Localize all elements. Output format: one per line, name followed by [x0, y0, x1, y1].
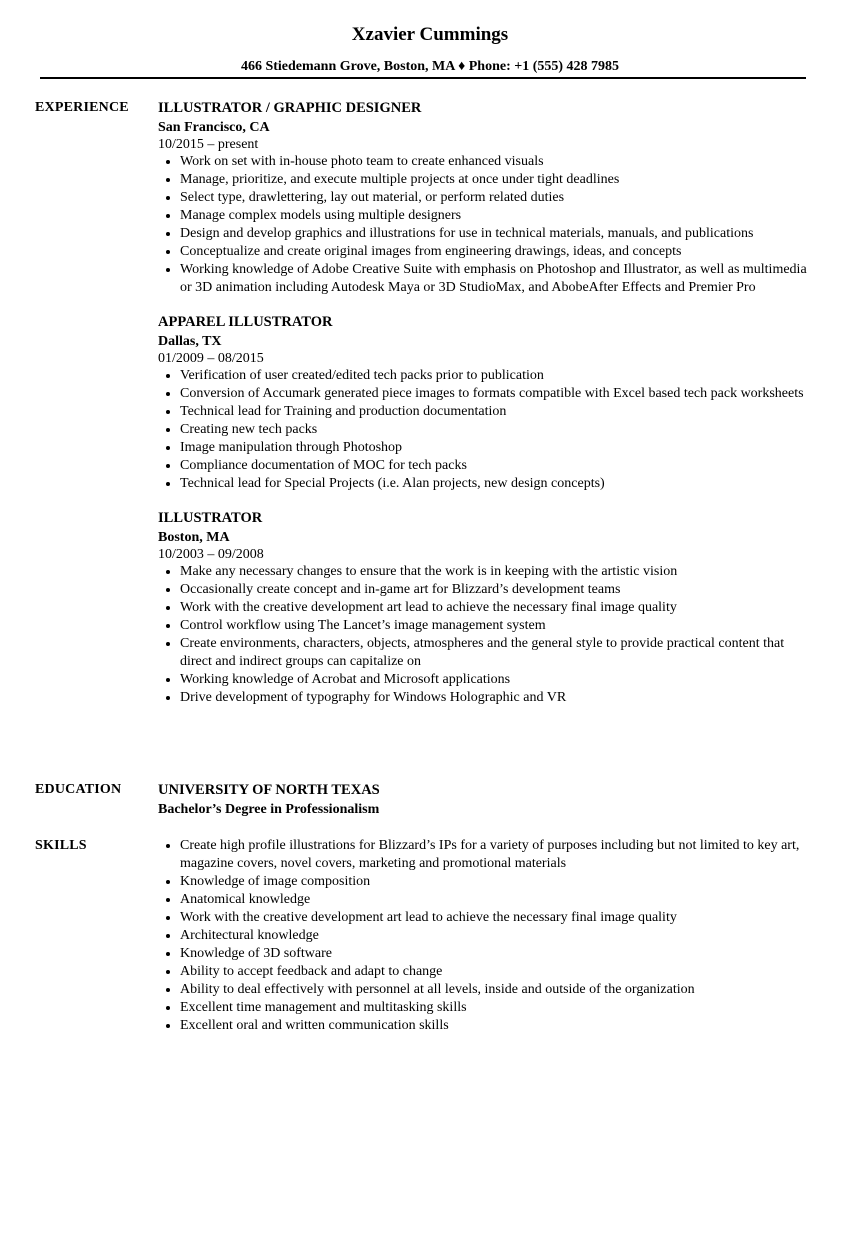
skill-item: • Create high profile illustrations for Blizzard’s IPs for a variety of purposes including but not limited to key art, magazine covers, novel covers, marketing and promotional materials: [180, 837, 808, 873]
education-body: [158, 781, 808, 819]
job-entry: [158, 99, 808, 297]
job-location: San Francisco, CA: [158, 120, 270, 135]
job-bullet: • Manage, prioritize, and execute multiple projects at once under tight deadlines: [180, 171, 808, 189]
job-bullet: • Make any necessary changes to ensure that the work is in keeping with the artistic vision: [180, 563, 808, 581]
skills-heading: SKILLS: [35, 838, 87, 853]
job-bullet-list: [158, 153, 808, 297]
job-bullet: • Manage complex models using multiple designers: [180, 207, 808, 225]
job-bullet-list: [158, 563, 808, 707]
job-title: ILLUSTRATOR: [158, 510, 263, 526]
skill-item: • Work with the creative development art lead to achieve the necessary final image quality: [180, 909, 808, 927]
job-title: ILLUSTRATOR / GRAPHIC DESIGNER: [158, 100, 422, 116]
job-bullet: • Design and develop graphics and illustrations for use in technical materials, manuals, and publications: [180, 225, 808, 243]
job-entry: [158, 509, 808, 707]
job-bullet: • Conversion of Accumark generated piece images to formats compatible with Excel based tech pack worksheets: [180, 385, 808, 403]
job-bullet: • Create environments, characters, objects, atmospheres and the general style to provide practical content that direct and indirect groups can capitalize on: [180, 635, 808, 671]
job-location: Boston, MA: [158, 530, 230, 545]
header-divider: [40, 77, 806, 79]
job-location: Dallas, TX: [158, 334, 222, 349]
job-bullet: • Compliance documentation of MOC for tech packs: [180, 457, 808, 475]
job-entry: [158, 313, 808, 493]
skills-body: [158, 837, 808, 1035]
job-dates: 01/2009 – 08/2015: [158, 351, 264, 366]
education-heading: EDUCATION: [35, 782, 122, 797]
experience-heading: EXPERIENCE: [35, 100, 129, 115]
skill-item: • Architectural knowledge: [180, 927, 808, 945]
skills-list: [158, 837, 808, 1035]
job-bullet: • Technical lead for Training and production documentation: [180, 403, 808, 421]
job-bullet: • Work with the creative development art lead to achieve the necessary final image quality: [180, 599, 808, 617]
school-name: UNIVERSITY OF NORTH TEXAS: [158, 782, 380, 798]
job-bullet: • Image manipulation through Photoshop: [180, 439, 808, 457]
skill-item: • Ability to deal effectively with personnel at all levels, inside and outside of the organization: [180, 981, 808, 999]
job-bullet: • Control workflow using The Lancet’s image management system: [180, 617, 808, 635]
skill-item: • Anatomical knowledge: [180, 891, 808, 909]
job-bullet: • Creating new tech packs: [180, 421, 808, 439]
job-bullet: • Working knowledge of Adobe Creative Suite with emphasis on Photoshop and Illustrator, as well as multimedia or 3D animation including Autodesk Maya or 3D StudioMax, and AbobeAfter Effects and Premier Pro: [180, 261, 808, 297]
job-dates: 10/2015 – present: [158, 137, 259, 152]
experience-body: [158, 99, 808, 723]
job-bullet: • Technical lead for Special Projects (i.e. Alan projects, new design concepts): [180, 475, 808, 493]
degree-name: Bachelor’s Degree in Professionalism: [158, 802, 380, 817]
candidate-name: Xzavier Cummings: [351, 24, 509, 45]
job-bullet-list: [158, 367, 808, 493]
job-bullet: • Conceptualize and create original images from engineering drawings, ideas, and concepts: [180, 243, 808, 261]
skill-item: • Knowledge of image composition: [180, 873, 808, 891]
skill-item: • Ability to accept feedback and adapt to change: [180, 963, 808, 981]
job-bullet: • Select type, drawlettering, lay out material, or perform related duties: [180, 189, 808, 207]
job-title: APPAREL ILLUSTRATOR: [158, 314, 333, 330]
job-bullet: • Work on set with in-house photo team to create enhanced visuals: [180, 153, 808, 171]
job-bullet: • Occasionally create concept and in-game art for Blizzard’s development teams: [180, 581, 808, 599]
job-bullet: • Drive development of typography for Windows Holographic and VR: [180, 689, 808, 707]
skill-item: • Excellent oral and written communication skills: [180, 1017, 808, 1035]
job-bullet: • Verification of user created/edited tech packs prior to publication: [180, 367, 808, 385]
skill-item: • Knowledge of 3D software: [180, 945, 808, 963]
contact-line: 466 Stiedemann Grove, Boston, MA ♦ Phone: +1 (555) 428 7985: [240, 59, 620, 74]
skill-item: • Excellent time management and multitasking skills: [180, 999, 808, 1017]
job-dates: 10/2003 – 09/2008: [158, 547, 264, 562]
job-bullet: • Working knowledge of Acrobat and Microsoft applications: [180, 671, 808, 689]
